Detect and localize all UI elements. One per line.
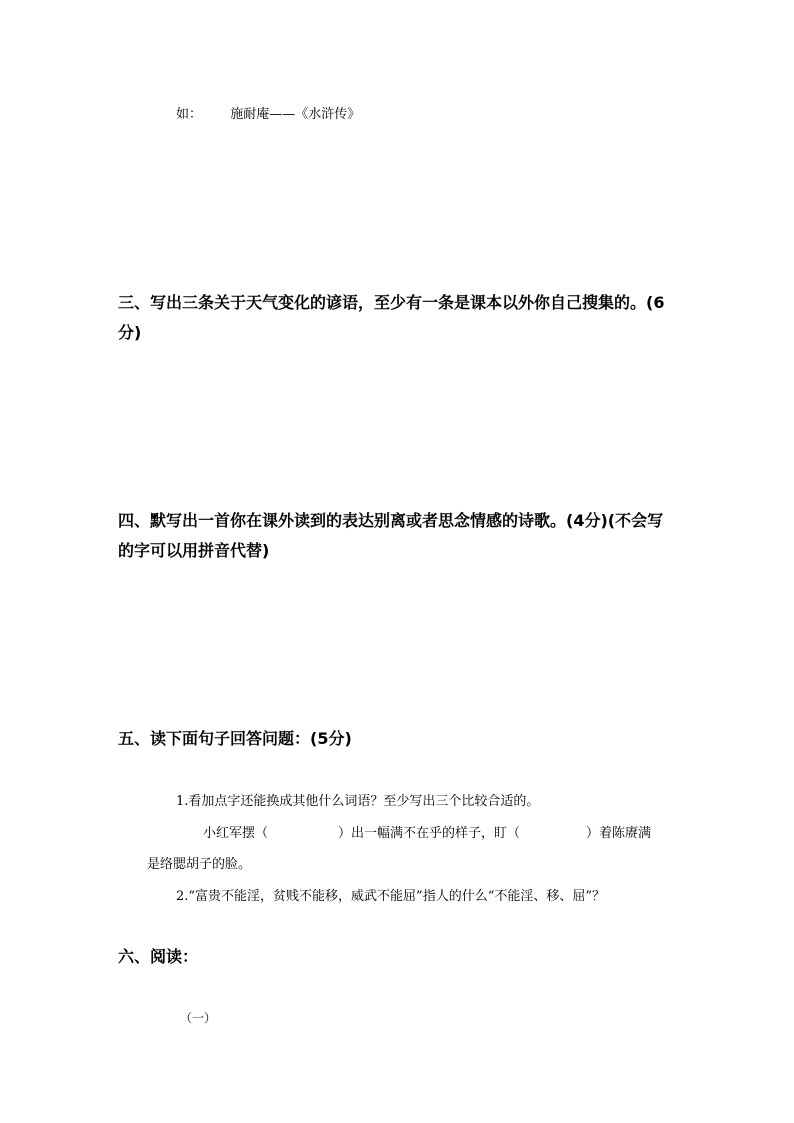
sentence-part-3: ）着陈赓满 — [586, 826, 652, 841]
section4-heading-line1: 四、默写出一首你在课外读到的表达别离或者思念情感的诗歌。(4分)(不会写 — [118, 511, 664, 530]
section6-subheading: （一） — [180, 1011, 217, 1025]
section5-question-2: 2.“富贵不能淫，贫贱不能移，威武不能屈”指人的什么“不能淫、移、屈”？ — [176, 889, 605, 904]
example-line — [176, 103, 360, 122]
section6-heading: 六、阅读： — [118, 947, 199, 966]
section5-heading: 五、读下面句子回答问题：(5分) — [118, 729, 352, 748]
section3-heading-line2: 分) — [118, 323, 142, 342]
section4-heading-line2: 的字可以用拼音代替) — [118, 541, 270, 560]
section5-sentence-line1 — [203, 822, 651, 841]
section3-heading-line1: 三、写出三条关于天气变化的谚语，至少有一条是课本以外你自己搜集的。(6 — [118, 293, 665, 312]
section5-question-1: 1.看加点字还能换成其他什么词语？至少写出三个比较合适的。 — [176, 794, 540, 809]
example-prefix: 如： — [176, 107, 203, 122]
example-text: 施耐庵——《水浒传》 — [230, 107, 361, 122]
section5-sentence-line2: 是络腮胡子的脸。 — [147, 857, 252, 872]
sentence-part-1: 小红军摆（ — [203, 826, 269, 841]
sentence-part-2: ）出一幅满不在乎的样子，盯（ — [338, 826, 521, 841]
